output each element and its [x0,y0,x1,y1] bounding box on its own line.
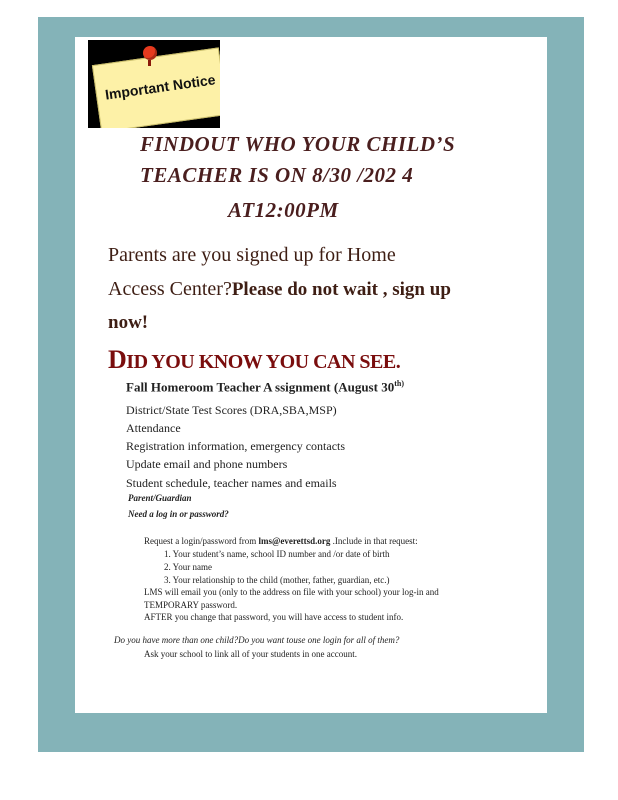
pushpin-needle [148,60,151,66]
bullet-attendance [110,421,181,436]
bullet-registration [110,439,345,454]
sticky-note [92,47,220,128]
lead-line-2 [108,278,451,301]
bullet-homeroom [110,379,404,395]
important-notice-graphic [88,40,220,128]
request-prefix: Request a login/password from [144,536,259,546]
need-login-label: Need a log in or password? [128,509,229,519]
request-item-1: 1. Your student’s name, school ID number and /or date of birth [164,549,390,559]
lead-line-2-plain: Access Center? [108,278,232,300]
lead-line-1: Parents are you signed up for Home [108,244,396,266]
bullet-text: Registration information, emergency contacts [126,439,346,453]
pushpin-icon [143,46,157,60]
lms-line-2: TEMPORARY password. [144,600,238,610]
bullet-text: Update email and phone numbers [126,457,288,471]
did-you-know-heading [108,345,400,375]
request-suffix: .Include in that request: [330,536,418,546]
lms-line-1 [130,587,439,597]
request-email: lms@everettsd.org [258,536,331,546]
did-you-know-first-letter: D [108,345,127,374]
ask-text: Ask your school to link all of your students in one account. [144,649,357,659]
bullet-test-scores [110,403,337,418]
request-item-3: 3. Your relationship to the child (mother, father, guardian, etc.) [164,575,390,585]
headline-line-2: TEACHER IS ON 8/30 /202 4 [140,163,414,187]
bullet-sup: th) [394,379,404,388]
lead-line-2-bold: Please do not wait , sign up [231,279,451,300]
did-you-know-rest: ID YOU KNOW YOU CAN SEE. [126,351,401,373]
lead-line-3 [108,311,148,334]
notice-label: Important Notice [104,71,217,103]
lms-text-1: LMS will email you (only to the address on file with your school) your log-in and [144,587,439,597]
after-text: AFTER you change that password, you will have access to student info. [144,612,404,622]
bullet-text: Attendance [126,421,181,435]
request-line [130,536,418,546]
headline-line-3: AT12:00PM [228,198,339,222]
more-than-one-child: Do you have more than one child?Do you want touse one login for all of them? [114,635,400,645]
headline-line-1: FINDOUT WHO YOUR CHILD’S [140,132,456,156]
parent-guardian-label: Parent/Guardian [128,493,192,503]
bullet-update-email [110,457,287,472]
bullet-text: Student schedule, teacher names and emails [126,476,337,490]
request-item-2: 2. Your name [164,562,213,572]
bullet-schedule [110,476,337,491]
ask-school-line [130,649,357,659]
lead-line-3-bold: now! [108,312,149,333]
after-line [130,612,403,622]
bullet-text: Fall Homeroom Teacher A ssignment (August 30 [126,379,395,395]
bullet-text: District/State Test Scores (DRA,SBA,MSP) [126,403,337,417]
